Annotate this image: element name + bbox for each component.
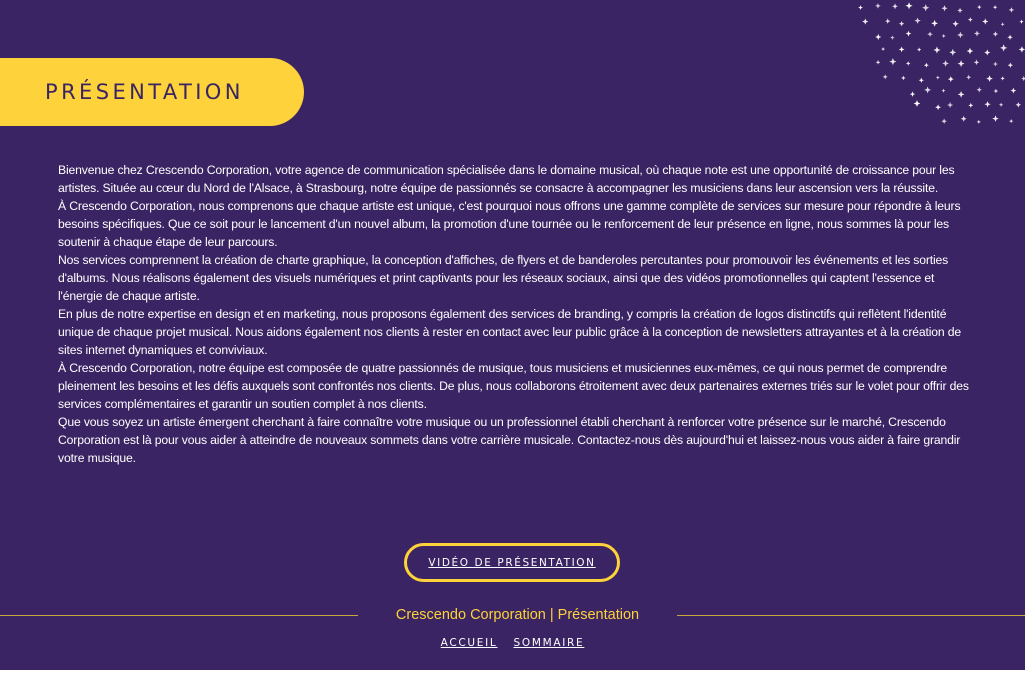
star-dot — [986, 75, 993, 82]
star-dot — [1016, 102, 1022, 108]
star-dot — [914, 17, 920, 23]
star-dot — [875, 34, 881, 40]
star-dot — [924, 63, 929, 68]
paragraph: À Crescendo Corporation, notre équipe est composée de quatre passionnés de musique, tous musiciens et musiciennes eux-mêmes, ce qui nous permet de comprendre pleinement les besoins et les défis auxquels sont confrontés nos clients. De plus, nous collaborons étroitement avec deux partenaires externes triés sur le volet pour offrir des services complémentaires et garantir un soutien complet à nos clients. — [58, 361, 969, 411]
star-dot — [957, 8, 962, 13]
star-dot — [889, 58, 896, 65]
star-dot — [914, 100, 921, 107]
star-dot — [958, 60, 965, 67]
star-dot — [1019, 20, 1023, 24]
star-dot — [906, 2, 913, 9]
star-dot — [924, 86, 931, 93]
star-dots-pattern-icon — [780, 0, 1025, 140]
star-dot — [967, 48, 974, 55]
star-dot — [977, 5, 981, 9]
star-dot — [992, 115, 999, 122]
paragraph: À Crescendo Corporation, nous comprenons que chaque artiste est unique, c'est pourquoi nous offrons une gamme complète de services sur mesure pour répondre à leurs besoins spécifiques. Que ce soit pour le lancement d'un nouvel album, la promotion d'une tournée ou le renforcement de leur présence en ligne, nous sommes là pour les soutenir à chaque étape de leur parcours. — [58, 199, 961, 249]
paragraph: En plus de notre expertise en design et en marketing, nous proposons également des services de branding, y compris la création de logos distinctifs qui reflètent l'identité unique de chaque projet musical. Nous aidons également nos clients à rester en contact avec leur public grâce à la conception de newsletters attrayantes et à la création de sites internet dynamiques et conviviaux. — [58, 307, 962, 357]
paragraph: Que vous soyez un artiste émergent cherchant à faire connaître votre musique ou un professionnel établi cherchant à renforcer votre présence sur le marché, Crescendo Corporation est là pour vous aider à atteindre de nouveaux sommets dans votre carrière musicale. Contactez-nous dès aujourd'hui et laissez-nous vous aider à faire grandir votre musique. — [58, 415, 961, 465]
star-dot — [1008, 62, 1013, 67]
star-dot — [982, 18, 988, 24]
star-dot — [957, 32, 964, 39]
star-dot — [906, 31, 912, 37]
star-dot — [1009, 119, 1013, 123]
star-dot — [890, 35, 894, 39]
star-dot — [858, 5, 863, 10]
page-title: PRÉSENTATION — [45, 80, 244, 104]
star-dot — [968, 17, 973, 22]
star-dot — [999, 103, 1003, 107]
star-dot — [919, 78, 924, 83]
star-dot — [977, 87, 982, 92]
star-dot — [1007, 35, 1012, 40]
star-dot — [977, 120, 981, 124]
paragraph: Bienvenue chez Crescendo Corporation, votre agence de communication spécialisée dans le domaine musical, où chaque note est une opportunité de croissance pour les artistes. Située au cœur du Nord de l'Alsace, à Strasbourg, notre équipe de passionnés se consacre à accompagner les musiciens dans leur ascension vers la réussite. — [58, 163, 955, 195]
star-dot — [910, 91, 915, 96]
video-presentation-button[interactable] — [404, 543, 620, 582]
star-dot — [993, 31, 999, 37]
star-dot — [883, 74, 888, 79]
star-dot — [892, 3, 898, 9]
bottom-border — [0, 670, 1025, 674]
presentation-text — [58, 161, 970, 467]
star-dot — [984, 49, 990, 55]
star-dot — [881, 47, 885, 51]
star-dot — [1001, 22, 1005, 26]
star-dot — [993, 5, 997, 9]
star-dot — [933, 47, 940, 54]
footer-divider-right — [677, 615, 1025, 616]
page-title-banner — [0, 58, 304, 126]
star-dot — [875, 3, 881, 9]
star-dot — [885, 18, 890, 23]
star-dot — [1021, 76, 1025, 81]
footer-title: Crescendo Corporation | Présentation — [395, 607, 640, 623]
star-dot — [901, 76, 906, 81]
star-dot — [936, 75, 940, 79]
star-dot — [927, 31, 933, 37]
star-dot — [899, 47, 905, 53]
star-dot — [941, 118, 946, 123]
footer-divider-left — [0, 615, 358, 616]
star-dot — [1000, 44, 1007, 51]
star-dot — [1009, 7, 1015, 13]
star-dot — [974, 60, 980, 66]
star-dot — [968, 103, 973, 108]
footer-nav — [0, 637, 1025, 649]
star-dot — [974, 30, 980, 36]
star-dot — [1010, 88, 1016, 94]
star-dot — [906, 61, 911, 66]
footer-link-sommaire[interactable]: SOMMAIRE — [513, 637, 585, 649]
star-dot — [961, 116, 967, 122]
star-dot — [922, 4, 929, 11]
star-dot — [899, 21, 904, 26]
paragraph: Nos services comprennent la création de charte graphique, la conception d'affiches, de flyers et de banderoles percutantes pour promouvoir les événements et les sorties d'albums. Nous réalisons également des visuels numériques et print captivants pour les réseaux sociaux, ainsi que des vidéos promotionnelles qui captent l'essence et l'énergie de chaque artiste. — [58, 253, 949, 303]
star-dot — [917, 47, 921, 51]
star-dot — [876, 60, 881, 65]
footer-link-accueil[interactable]: ACCUEIL — [440, 637, 498, 649]
star-dot — [993, 62, 998, 67]
star-dot — [984, 101, 990, 107]
star-dot — [941, 5, 947, 11]
star-dot — [931, 20, 938, 27]
star-dot — [1019, 46, 1025, 52]
star-dot — [947, 102, 953, 108]
star-dot — [941, 89, 945, 93]
star-dot — [935, 104, 941, 110]
star-dot — [994, 89, 999, 94]
star-dot — [949, 49, 956, 56]
video-presentation-button-label: VIDÉO DE PRÉSENTATION — [428, 556, 596, 569]
star-dot — [942, 34, 946, 38]
star-dot — [942, 60, 949, 67]
star-dot — [1000, 76, 1004, 80]
star-dot — [952, 21, 958, 27]
star-dot — [958, 91, 965, 98]
star-dot — [948, 76, 954, 82]
star-dot — [966, 75, 971, 80]
star-dot — [862, 18, 868, 24]
